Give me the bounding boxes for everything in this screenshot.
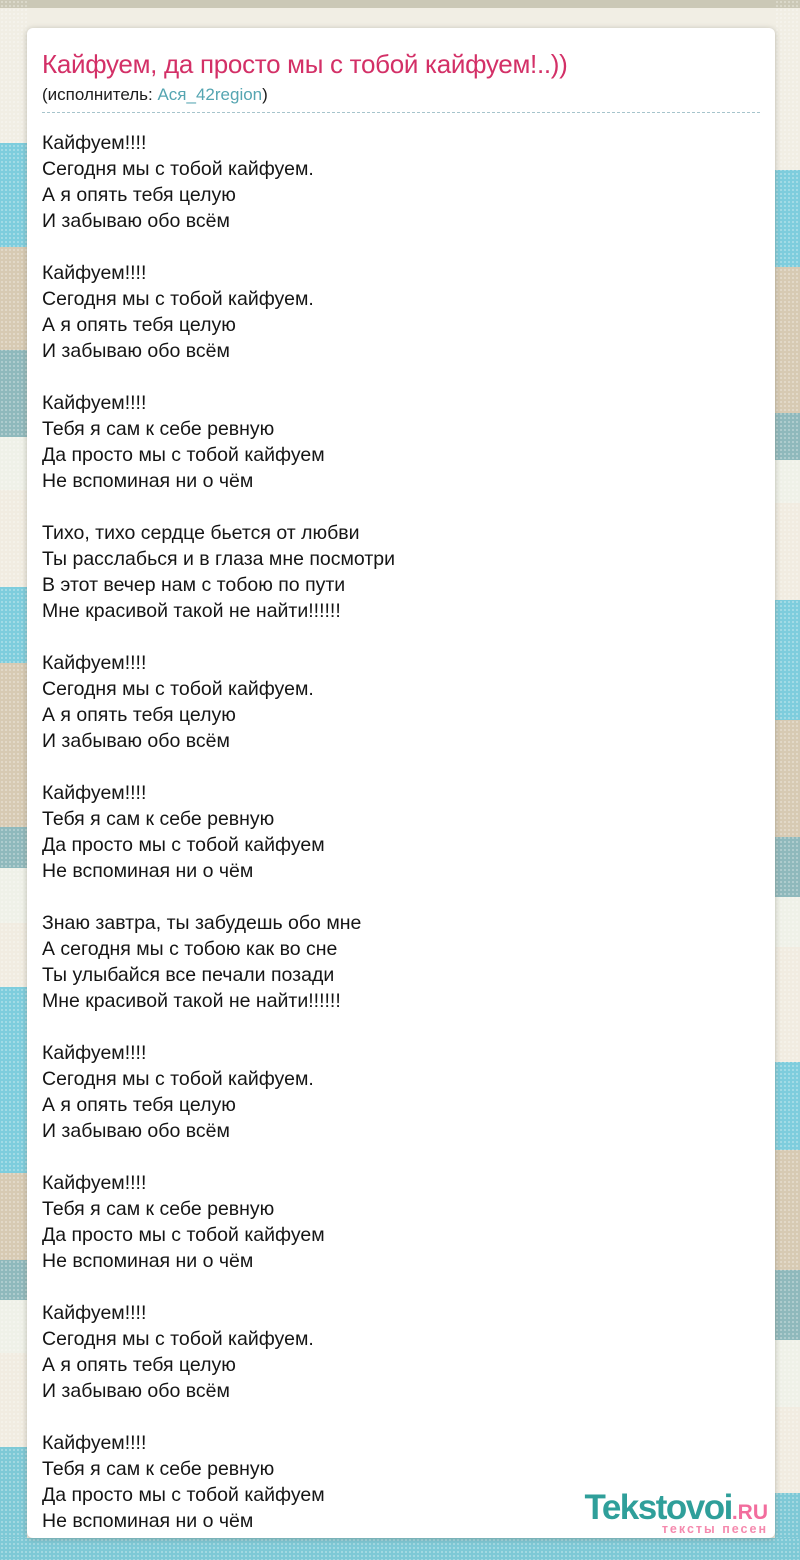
site-logo-tagline: тексты песен xyxy=(661,1521,768,1536)
stanza xyxy=(42,520,760,624)
lyric-line: А сегодня мы с тобою как во сне xyxy=(42,937,338,960)
background-left-stripes xyxy=(0,0,27,1560)
lyric-line: И забываю обо всём xyxy=(42,1119,230,1142)
lyric-line: И забываю обо всём xyxy=(42,729,230,752)
lyric-line: Кайфуем!!!! xyxy=(42,1301,147,1324)
lyric-line: В этот вечер нам с тобою по пути xyxy=(42,573,346,596)
artist-link[interactable]: Ася_42region xyxy=(157,84,263,104)
lyric-line: И забываю обо всём xyxy=(42,1379,230,1402)
stanza xyxy=(42,780,760,884)
site-logo[interactable] xyxy=(584,1487,768,1536)
lyric-line: А я опять тебя целую xyxy=(42,183,236,206)
lyric-line: Тебя я сам к себе ревную xyxy=(42,1197,275,1220)
lyric-line: А я опять тебя целую xyxy=(42,1093,236,1116)
lyric-line: Ты расслабься и в глаза мне посмотри xyxy=(42,547,396,570)
lyric-line: Сегодня мы с тобой кайфуем. xyxy=(42,287,314,310)
lyric-line: Тебя я сам к себе ревную xyxy=(42,807,275,830)
stanza xyxy=(42,130,760,234)
artist-label: (исполнитель: xyxy=(42,84,158,104)
lyric-line: И забываю обо всём xyxy=(42,339,230,362)
lyric-line: Сегодня мы с тобой кайфуем. xyxy=(42,677,314,700)
background-top-stripe xyxy=(0,0,800,8)
lyric-line: Сегодня мы с тобой кайфуем. xyxy=(42,1067,314,1090)
lyric-line: Да просто мы с тобой кайфуем xyxy=(42,443,325,466)
lyric-line: Знаю завтра, ты забудешь обо мне xyxy=(42,911,362,934)
stanza xyxy=(42,650,760,754)
lyric-line: Тебя я сам к себе ревную xyxy=(42,1457,275,1480)
lyric-line: Не вспоминая ни о чём xyxy=(42,469,254,492)
lyric-line: Кайфуем!!!! xyxy=(42,1171,147,1194)
lyric-line: Да просто мы с тобой кайфуем xyxy=(42,1223,325,1246)
lyric-line: Сегодня мы с тобой кайфуем. xyxy=(42,157,314,180)
lyric-line: Сегодня мы с тобой кайфуем. xyxy=(42,1327,314,1350)
stanza xyxy=(42,910,760,1014)
lyric-line: Да просто мы с тобой кайфуем xyxy=(42,833,325,856)
lyric-line: Кайфуем!!!! xyxy=(42,261,147,284)
artist-label-close: ) xyxy=(262,84,268,104)
stanza xyxy=(42,1170,760,1274)
lyric-line: Кайфуем!!!! xyxy=(42,131,147,154)
lyric-line: А я опять тебя целую xyxy=(42,313,236,336)
page-title: Кайфуем, да просто мы с тобой кайфуем!..)) xyxy=(42,49,568,79)
lyric-line: Кайфуем!!!! xyxy=(42,1041,147,1064)
site-logo-tld: .RU xyxy=(731,1500,768,1524)
lyric-line: Да просто мы с тобой кайфуем xyxy=(42,1483,325,1506)
lyric-line: А я опять тебя целую xyxy=(42,703,236,726)
stanza xyxy=(42,260,760,364)
lyric-line: Кайфуем!!!! xyxy=(42,781,147,804)
stanza xyxy=(42,390,760,494)
background-right-stripes xyxy=(775,0,800,1560)
lyric-line: Мне красивой такой не найти!!!!!! xyxy=(42,989,341,1012)
background-bottom-bar xyxy=(0,1538,800,1560)
lyric-line: Не вспоминая ни о чём xyxy=(42,1249,254,1272)
lyric-line: Тихо, тихо сердце бьется от любви xyxy=(42,521,360,544)
lyric-line: Кайфуем!!!! xyxy=(42,651,147,674)
lyrics xyxy=(42,130,760,1534)
lyric-line: Тебя я сам к себе ревную xyxy=(42,417,275,440)
lyric-line: Ты улыбайся все печали позади xyxy=(42,963,335,986)
lyric-line: Мне красивой такой не найти!!!!!! xyxy=(42,599,341,622)
site-logo-text: Tekstovoi xyxy=(584,1487,732,1527)
lyric-line: Не вспоминая ни о чём xyxy=(42,1509,254,1532)
lyric-line: Не вспоминая ни о чём xyxy=(42,859,254,882)
lyric-line: Кайфуем!!!! xyxy=(42,1431,147,1454)
lyrics-card xyxy=(27,28,775,1538)
stanza xyxy=(42,1300,760,1404)
stanza xyxy=(42,1040,760,1144)
artist-line xyxy=(42,85,760,113)
lyric-line: И забываю обо всём xyxy=(42,209,230,232)
lyric-line: А я опять тебя целую xyxy=(42,1353,236,1376)
lyric-line: Кайфуем!!!! xyxy=(42,391,147,414)
